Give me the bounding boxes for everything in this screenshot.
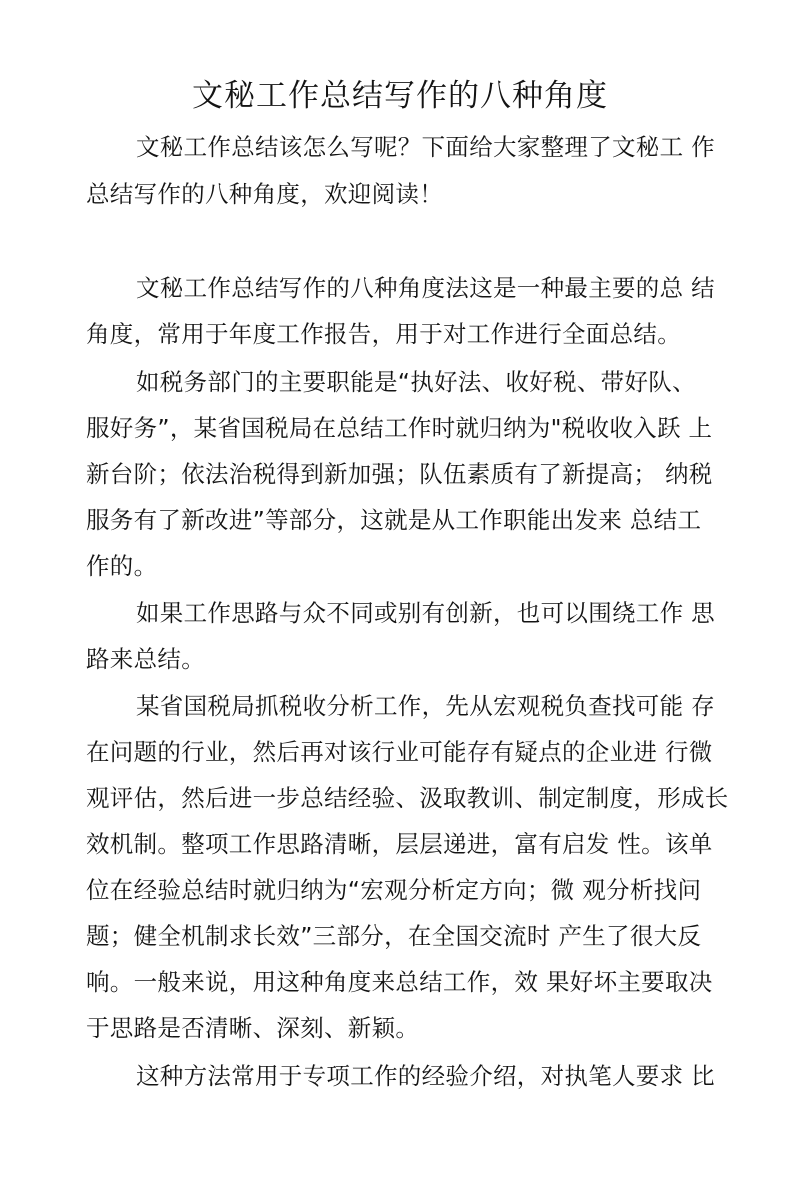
paragraph-line: 响。一般来说，用这种角度来总结工作，效 果好坏主要取决 [86, 968, 713, 996]
paragraph-line: 服好务”，某省国税局在总结工作时就归纳为"税收收入跃 上 [86, 414, 713, 442]
paragraph-line: 于思路是否清晰、深刻、新颖。 [86, 1014, 420, 1042]
paragraph-line: 如税务部门的主要职能是“执好法、收好税、带好队、 [136, 368, 696, 396]
paragraph-line: 这种方法常用于专项工作的经验介绍，对执笔人要求 比 [136, 1062, 715, 1090]
paragraph-line: 路来总结。 [86, 645, 205, 673]
paragraph-line: 在问题的行业，然后再对该行业可能存有疑点的企业进 行微 [86, 738, 713, 766]
document-title: 文秘工作总结写作的八种角度 [192, 78, 608, 114]
paragraph-line: 文秘工作总结写作的八种角度法这是一种最主要的总 结 [136, 274, 715, 302]
paragraph-line: 效机制。整项工作思路清晰，层层递进，富有启发 性。该单 [86, 830, 713, 858]
paragraph-line: 文秘工作总结该怎么写呢？下面给大家整理了文秘工 作 [136, 133, 715, 161]
paragraph-line: 总结写作的八种角度，欢迎阅读！ [86, 180, 443, 208]
paragraph-line: 角度，常用于年度工作报告，用于对工作进行全面总结。 [86, 320, 681, 348]
paragraph-line: 观评估，然后进一步总结经验、汲取教训、制定制度，形成长 [86, 784, 729, 812]
paragraph-line: 位在经验总结时就归纳为“宏观分析定方向；微 观分析找问 [86, 876, 702, 904]
paragraph-line: 题；健全机制求长效”三部分，在全国交流时 产生了很大反 [86, 922, 702, 950]
paragraph-line: 新台阶；依法治税得到新加强；队伍素质有了新提高； 纳税 [86, 460, 713, 488]
paragraph-line: 如果工作思路与众不同或别有创新，也可以围绕工作 思 [136, 599, 715, 627]
paragraph-line: 某省国税局抓税收分析工作，先从宏观税负查找可能 存 [136, 692, 715, 720]
paragraph-line: 作的。 [86, 552, 158, 580]
paragraph-line: 服务有了新改进”等部分，这就是从工作职能出发来 总结工 [86, 506, 702, 534]
